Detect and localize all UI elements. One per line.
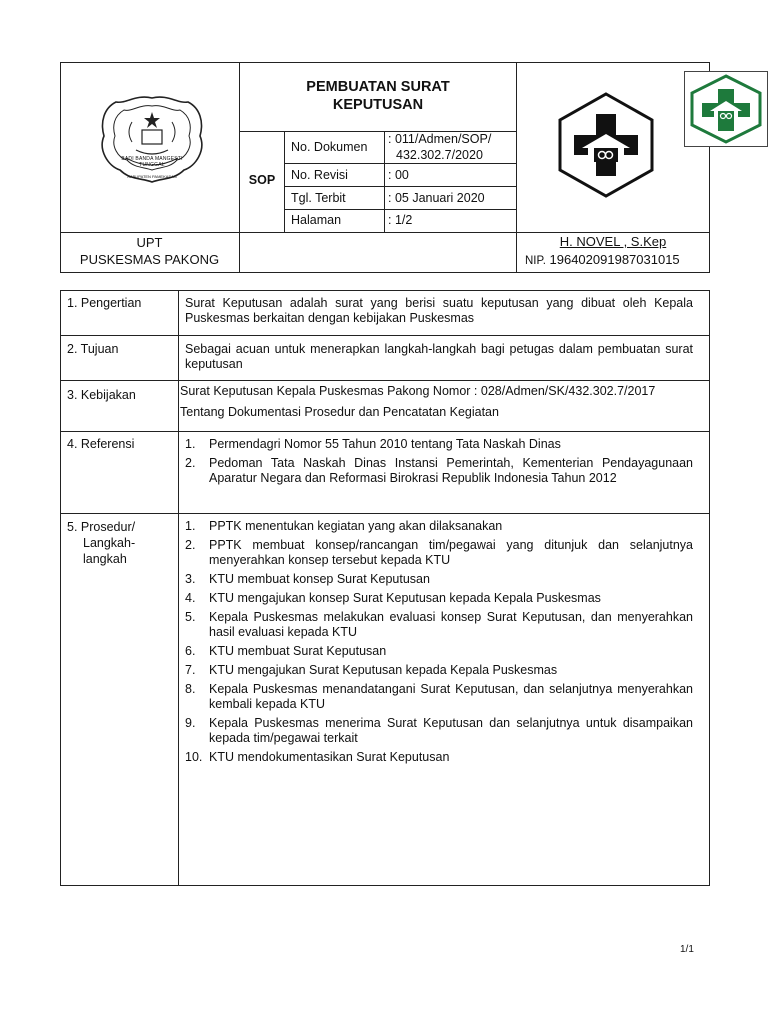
revision-label: No. Revisi <box>291 168 348 182</box>
list-item: 5. Kepala Puskesmas melakukan evaluasi konsep Surat Keputusan, dan menyerahkan hasil evaluasi kepada KTU <box>185 610 693 639</box>
organization-name <box>60 234 239 268</box>
section-kebijakan-line2: Tentang Dokumentasi Prosedur dan Pencatatan Kegiatan <box>180 405 499 419</box>
organization-name-line1: UPT <box>136 235 163 250</box>
section-tujuan-label: 2. Tujuan <box>67 342 119 356</box>
issue-date-label: Tgl. Terbit <box>291 191 346 205</box>
doc-number-label: No. Dokumen <box>291 140 368 154</box>
puskesmas-green-logo <box>684 71 768 147</box>
section-prosedur-label-line1: 5. Prosedur/ <box>67 520 136 534</box>
document-title <box>240 78 516 114</box>
list-item: 2. Pedoman Tata Naskah Dinas Instansi Pemerintah, Kementerian Pendayagunaan Aparatur Negara dan Reformasi Birokrasi Republik Indonesia Tahun 2012 <box>185 456 693 485</box>
section-kebijakan-label: 3. Kebijakan <box>67 388 136 402</box>
section-prosedur-label-line2: Langkah- <box>83 536 136 550</box>
sop-label: SOP <box>248 173 276 187</box>
section-kebijakan-line1: Surat Keputusan Kepala Puskesmas Pakong Nomor : 028/Admen/SK/432.302.7/2017 <box>180 384 656 398</box>
nip-label: NIP. <box>525 255 546 267</box>
section-prosedur-label <box>67 519 135 567</box>
puskesmas-green-logo-icon <box>684 71 768 147</box>
referensi-list <box>185 437 693 490</box>
nip-value: 196402091987031015 <box>549 252 680 267</box>
issue-date-value: : 05 Januari 2020 <box>388 191 485 205</box>
prosedur-list <box>185 519 693 769</box>
list-item: 7. KTU mengajukan Surat Keputusan kepada Kepala Puskesmas <box>185 663 558 677</box>
list-item: 1. Permendagri Nomor 55 Tahun 2010 tentang Tata Naskah Dinas <box>185 437 561 451</box>
list-item: 9. Kepala Puskesmas menerima Surat Keputusan dan selanjutnya untuk disampaikan kepada tim/pegawai terkait <box>185 716 693 745</box>
signer-name: H. NOVEL , S.Kep <box>559 234 667 249</box>
doc-number-value-line1: : 011/Admen/SOP/ <box>388 132 492 146</box>
signer-nip <box>525 252 680 267</box>
section-pengertian-label: 1. Pengertian <box>67 296 142 310</box>
list-item: 1. PPTK menentukan kegiatan yang akan dilaksanakan <box>185 519 503 533</box>
section-pengertian-text: Surat Keputusan adalah surat yang berisi suatu keputusan yang dibuat oleh Kepala Puskesmas berkaitan dengan kebijakan Puskesmas <box>185 296 693 325</box>
section-tujuan-text: Sebagai acuan untuk menerapkan langkah-langkah bagi petugas dalam pembuatan surat keputusan <box>185 342 693 371</box>
document-title-line2: KEPUTUSAN <box>332 97 424 113</box>
list-item: 6. KTU membuat Surat Keputusan <box>185 644 387 658</box>
page-label: Halaman <box>291 213 342 227</box>
section-referensi-label: 4. Referensi <box>67 437 135 451</box>
puskesmas-logo <box>556 90 656 200</box>
list-item: 10. KTU mendokumentasikan Surat Keputusan <box>185 750 450 764</box>
section-prosedur-label-line3: langkah <box>83 552 127 566</box>
page-number: 1/1 <box>680 944 694 955</box>
page-value: : 1/2 <box>388 213 413 227</box>
regency-logo-text: BADI BANDA MANGESTI TUNGGAL <box>121 156 183 168</box>
regency-logo-subtext: KABUPATEN PAMEKASAN <box>127 174 177 179</box>
list-item: 3. KTU membuat konsep Surat Keputusan <box>185 572 430 586</box>
list-item: 4. KTU mengajukan konsep Surat Keputusan kepada Kepala Puskesmas <box>185 591 601 605</box>
document-title-line1: PEMBUATAN SURAT <box>306 79 450 95</box>
doc-number-value-line2: 432.302.7/2020 <box>396 148 483 162</box>
organization-name-line2: PUSKESMAS PAKONG <box>79 252 220 267</box>
regency-emblem-icon <box>96 92 208 184</box>
puskesmas-hexagon-icon <box>556 90 656 200</box>
revision-value: : 00 <box>388 168 409 182</box>
regency-logo <box>96 92 208 184</box>
list-item: 2. PPTK membuat konsep/rancangan tim/pegawai yang ditunjuk dan selanjutnya menyerahkan konsep tersebut kepada KTU <box>185 538 693 567</box>
list-item: 8. Kepala Puskesmas menandatangani Surat Keputusan, dan selanjutnya menyerahkan kembali kepada KTU <box>185 682 693 711</box>
